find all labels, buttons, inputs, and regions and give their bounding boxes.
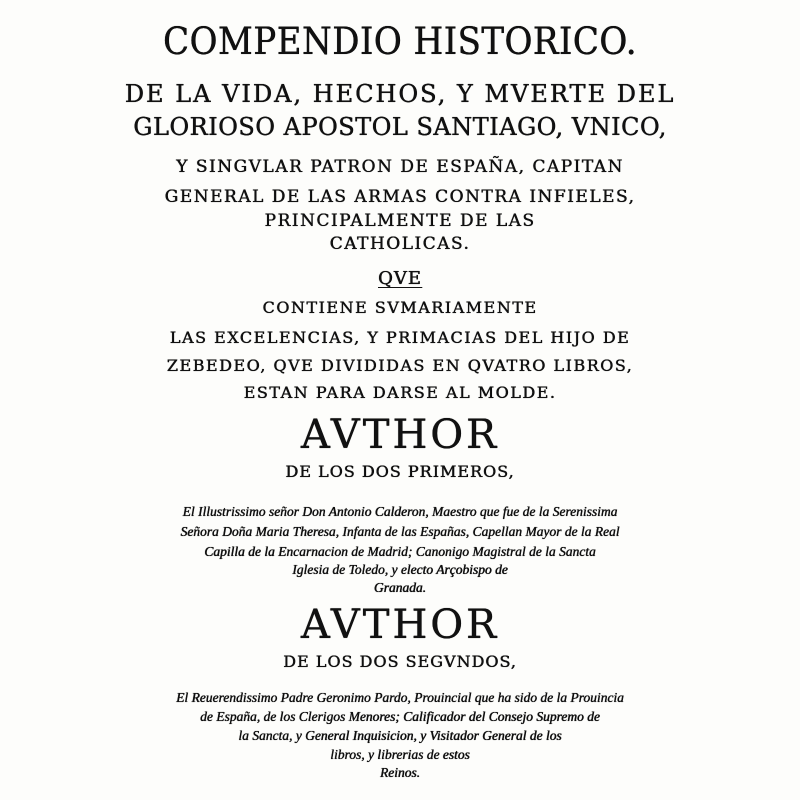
subtitle-line-3: Y SINGVLAR PATRON DE ESPAÑA, CAPITAN xyxy=(176,157,624,177)
content-line-4: ESTAN PARA DARSE AL MOLDE. xyxy=(243,383,557,402)
subtitle-line-6: CATHOLICAS. xyxy=(329,234,471,254)
que-word: QVE xyxy=(378,268,422,289)
content-line-3: ZEBEDEO, QVE DIVIDIDAS EN QVATRO LIBROS, xyxy=(166,356,634,375)
author-1-line-1: El Illustrissimo señor Don Antonio Calderon, Maestro que fue de la Serenissima xyxy=(182,504,618,519)
author-1-line-4: Iglesia de Toledo, y electo Arçobispo de xyxy=(292,562,508,577)
author-subheading-1: DE LOS DOS PRIMEROS, xyxy=(285,462,515,481)
author-2-line-2: de España, de los Clerigos Menores; Calificador del Consejo Supremo de xyxy=(200,709,600,724)
author-1-line-2: Señora Doña Maria Theresa, Infanta de las Españas, Capellan Mayor de la Real xyxy=(180,524,620,539)
author-1-line-3: Capilla de la Encarnacion de Madrid; Canonigo Magistral de la Sancta xyxy=(204,544,596,559)
subtitle-line-4: GENERAL DE LAS ARMAS CONTRA INFIELES, xyxy=(164,187,636,207)
author-2-line-5: Reinos. xyxy=(379,765,421,780)
content-line-2: LAS EXCELENCIAS, Y PRIMACIAS DEL HIJO DE xyxy=(169,328,631,347)
author-heading-1: AVTHOR xyxy=(300,412,500,458)
author-heading-2: AVTHOR xyxy=(300,602,500,648)
content-line-1: CONTIENE SVMARIAMENTE xyxy=(262,298,538,317)
author-2-line-3: la Sancta, y General Inquisicion, y Visitador General de los xyxy=(238,728,562,743)
author-2-line-4: libros, y librerias de estos xyxy=(330,747,470,762)
author-subheading-2: DE LOS DOS SEGVNDOS, xyxy=(283,652,517,671)
author-2-line-1: El Reuerendissimo Padre Geronimo Pardo, Prouincial que ha sido de la Prouincia xyxy=(176,690,624,705)
book-title: COMPENDIO HISTORICO. xyxy=(163,20,637,63)
subtitle-line-5: PRINCIPALMENTE DE LAS xyxy=(264,211,536,231)
subtitle-line-2: GLORIOSO APOSTOL SANTIAGO, VNICO, xyxy=(133,113,667,141)
author-1-line-5: Granada. xyxy=(373,580,427,595)
subtitle-line-1: DE LA VIDA, HECHOS, Y MVERTE DEL xyxy=(124,80,676,108)
